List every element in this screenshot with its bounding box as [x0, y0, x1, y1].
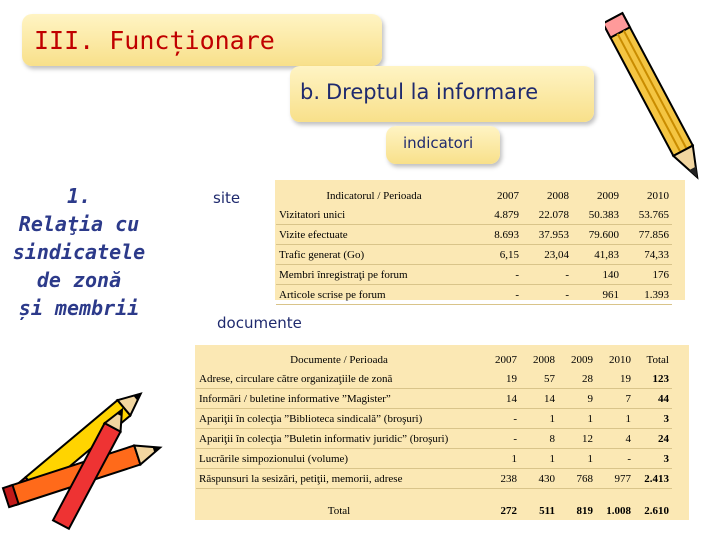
- table-cell: Trafic generat (Go): [276, 245, 472, 265]
- table-cell: 1: [482, 449, 520, 469]
- table-row: [196, 409, 672, 429]
- table-cell: 24: [634, 429, 672, 449]
- table-row: [196, 389, 672, 409]
- table-cell: 961: [572, 285, 622, 305]
- table-cell: 1: [558, 449, 596, 469]
- page-title: III. Funcționare: [34, 26, 275, 55]
- table-cell: 28: [558, 369, 596, 389]
- table-cell: -: [522, 285, 572, 305]
- table-header: 2008: [533, 353, 555, 366]
- table-cell: 14: [520, 389, 558, 409]
- table-cell: 1: [558, 409, 596, 429]
- table-cell: 19: [596, 369, 634, 389]
- section-heading-line: Relaţia cu: [18, 212, 140, 236]
- table-header: 2008: [547, 189, 569, 202]
- table-header: Total: [646, 353, 669, 366]
- table-cell: 9: [558, 389, 596, 409]
- table-header: Documente / Perioada: [290, 353, 388, 366]
- table-cell: 238: [482, 469, 520, 489]
- table-cell: 2.413: [634, 469, 672, 489]
- subtitle: [300, 80, 538, 104]
- section-heading-line: și membrii: [18, 296, 140, 320]
- documente-label: documente: [217, 314, 302, 332]
- table-cell: 74,33: [622, 245, 672, 265]
- table-cell: 1: [520, 409, 558, 429]
- table-cell: Lucrările simpozionului (volume): [196, 449, 482, 469]
- table-cell: Răspunsuri la sesizări, petiţii, memorii, adrese: [196, 469, 482, 489]
- table-row: [276, 245, 672, 265]
- table-cell: 768: [558, 469, 596, 489]
- table-cell: Apariţii în colecţia ”Buletin informativ juridic” (broşuri): [196, 429, 482, 449]
- table-cell: Vizite efectuate: [276, 225, 472, 245]
- table-cell: 430: [520, 469, 558, 489]
- indicatori-label: indicatori: [403, 134, 474, 152]
- table-header: Indicatorul / Perioada: [326, 189, 422, 202]
- table-cell: 1: [596, 409, 634, 429]
- table-cell: 50.383: [572, 205, 622, 225]
- table-cell: 37.953: [522, 225, 572, 245]
- table-header: 2010: [609, 353, 631, 366]
- table-cell: 23,04: [522, 245, 572, 265]
- table-cell: 4.879: [472, 205, 522, 225]
- table-row: [276, 205, 672, 225]
- section-heading: [4, 182, 154, 322]
- table-cell: Informări / buletine informative ”Magister”: [196, 389, 482, 409]
- subtitle-text: Dreptul la informare: [326, 80, 539, 104]
- table-cell: 123: [634, 369, 672, 389]
- table-header: 2007: [495, 353, 517, 366]
- table-cell: Apariţii în colecţia ”Biblioteca sindicală” (broşuri): [196, 409, 482, 429]
- table-row: [276, 225, 672, 245]
- table-cell: 1.008: [606, 504, 631, 517]
- table-row: [196, 449, 672, 469]
- table-header: 2009: [571, 353, 593, 366]
- table-cell: 1: [520, 449, 558, 469]
- table-cell: 7: [596, 389, 634, 409]
- table-cell: 3: [634, 409, 672, 429]
- table-row: [196, 429, 672, 449]
- table-cell: -: [472, 265, 522, 285]
- table-cell: 79.600: [572, 225, 622, 245]
- site-indicators-table: [276, 186, 672, 305]
- table-cell: 22.078: [522, 205, 572, 225]
- table-cell: -: [482, 409, 520, 429]
- table-cell: -: [522, 265, 572, 285]
- table-cell: 8.693: [472, 225, 522, 245]
- table-cell: 19: [482, 369, 520, 389]
- table-cell: Vizitatori unici: [276, 205, 472, 225]
- table-row: [276, 265, 672, 285]
- table-header-row: [196, 350, 672, 369]
- table-header-row: [276, 186, 672, 205]
- table-row: [196, 469, 672, 489]
- table-cell: Membri înregistraţi pe forum: [276, 265, 472, 285]
- table-cell: 977: [596, 469, 634, 489]
- table-cell: 4: [596, 429, 634, 449]
- table-cell: -: [596, 449, 634, 469]
- table-cell: -: [482, 429, 520, 449]
- table-row: [276, 285, 672, 305]
- table-cell: Total: [327, 504, 351, 517]
- section-heading-line: de zonă: [36, 268, 122, 292]
- table-cell: 53.765: [622, 205, 672, 225]
- table-cell: Articole scrise pe forum: [276, 285, 472, 305]
- section-heading-line: 1.: [66, 184, 92, 208]
- table-cell: 6,15: [472, 245, 522, 265]
- pencil-icon: [605, 0, 705, 200]
- site-label: site: [213, 189, 241, 207]
- table-cell: 57: [520, 369, 558, 389]
- table-header: 2009: [597, 189, 619, 202]
- table-cell: -: [472, 285, 522, 305]
- table-cell: Adrese, circulare către organizaţiile de zonă: [196, 369, 482, 389]
- pencils-icon: [0, 352, 170, 542]
- table-header: 2010: [647, 189, 669, 202]
- table-cell: 12: [558, 429, 596, 449]
- table-row: [196, 369, 672, 389]
- section-heading-line: sindicatele: [12, 240, 146, 264]
- table-cell: 2.610: [644, 504, 669, 517]
- table-cell: 140: [572, 265, 622, 285]
- table-total-row: [196, 489, 672, 521]
- table-cell: 8: [520, 429, 558, 449]
- table-cell: 272: [500, 504, 517, 517]
- table-cell: 44: [634, 389, 672, 409]
- table-cell: 176: [622, 265, 672, 285]
- table-header: 2007: [497, 189, 519, 202]
- subtitle-prefix: b.: [300, 80, 321, 104]
- table-cell: 3: [634, 449, 672, 469]
- table-cell: 41,83: [572, 245, 622, 265]
- table-cell: 1.393: [622, 285, 672, 305]
- table-cell: 14: [482, 389, 520, 409]
- documents-table: [196, 350, 672, 520]
- table-cell: 77.856: [622, 225, 672, 245]
- table-cell: 819: [576, 504, 593, 517]
- table-cell: 511: [539, 504, 555, 517]
